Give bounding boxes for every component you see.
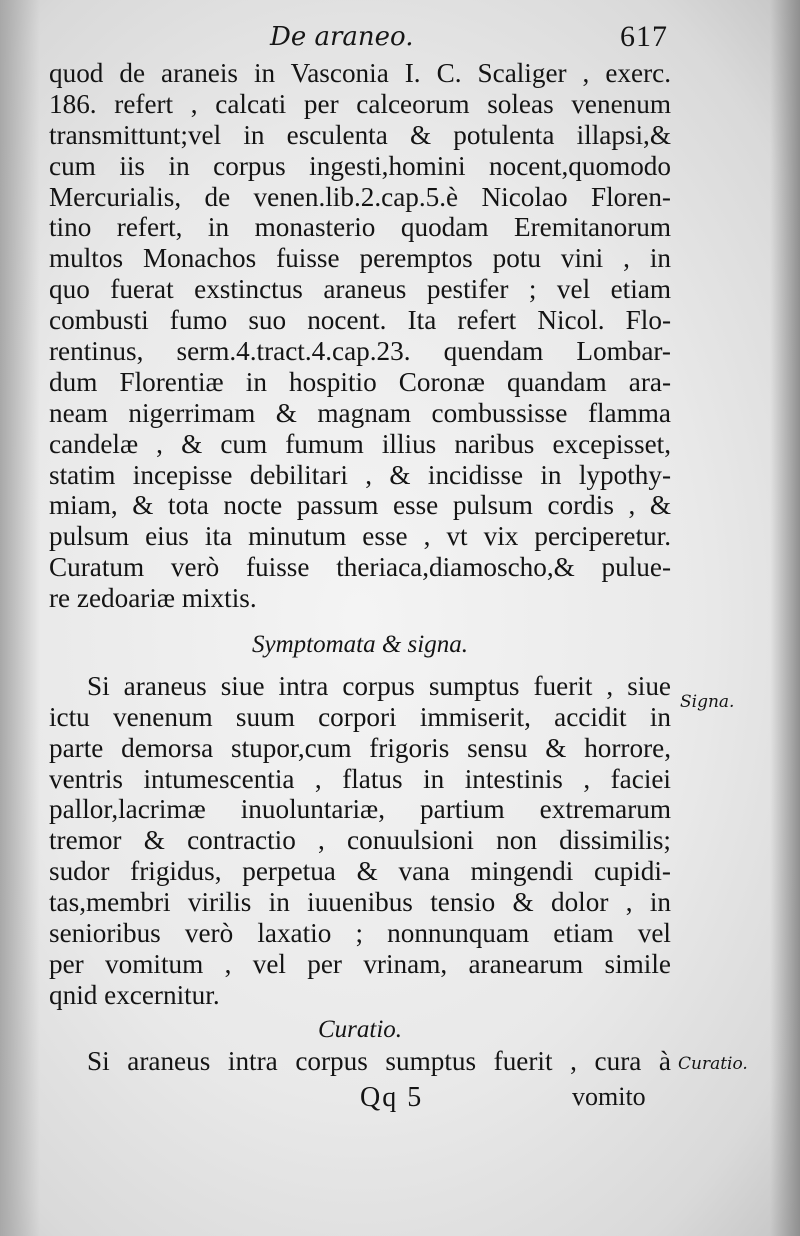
marginal-note-signa: Signa.: [680, 692, 735, 712]
text-line: qnid excernitur.: [49, 979, 220, 1010]
text-line: tremor & contractio , conuulsioni non dissimilis;: [49, 825, 671, 856]
text-line: Si araneus siue intra corpus sumptus fuerit , siue: [87, 670, 671, 701]
main-text: [49, 58, 671, 1077]
marginal-note-curatio: Curatio.: [678, 1054, 748, 1074]
text-line: per vomitum , vel per vrinam, aranearum simile: [49, 948, 671, 979]
section-heading-symptomata: Symptomata & signa.: [252, 631, 468, 659]
text-line: cum iis in corpus ingesti,homini nocent,quomodo: [49, 150, 671, 181]
page-number: 617: [620, 20, 668, 53]
text-line: candelæ , & cum fumum illius naribus excepisset,: [49, 428, 671, 459]
text-line: quod de araneis in Vasconia I. C. Scaliger , exerc.: [49, 58, 671, 88]
text-line: transmittunt;vel in esculenta & potulenta illapsi,&: [49, 119, 671, 150]
text-line: miam, & tota nocte passum esse pulsum cordis , &: [49, 490, 671, 521]
text-line: ventris intumescentia , flatus in intestinis , faciei: [49, 763, 671, 794]
text-line: Si araneus intra corpus sumptus fuerit , cura à: [87, 1045, 671, 1076]
running-title: De araneo.: [270, 22, 414, 52]
page-header: [48, 22, 668, 62]
signature-mark: Qq 5: [360, 1082, 424, 1113]
text-line: 186. refert , calcati per calceorum soleas venenum: [49, 88, 671, 119]
text-line: re zedoariæ mixtis.: [49, 583, 257, 614]
text-line: rentinus, serm.4.tract.4.cap.23. quendam Lombar-: [49, 336, 671, 367]
text-line: pulsum eius ita minutum esse , vt vix perciperetur.: [49, 521, 671, 552]
text-line: multos Monachos fuisse peremptos potu vini , in: [49, 243, 671, 274]
text-line: statim incepisse debilitari , & incidisse in lypothy-: [49, 459, 671, 490]
text-line: tino refert, in monasterio quodam Eremitanorum: [49, 212, 671, 243]
gutter-shadow: [0, 0, 40, 1236]
text-line: parte demorsa stupor,cum frigoris sensu & horrore,: [49, 732, 671, 763]
section-heading-curatio: Curatio.: [317, 1015, 403, 1043]
text-line: sudor frigidus, perpetua & vana mingendi cupidi-: [49, 856, 671, 887]
text-line: senioribus verò laxatio ; nonnunquam etiam vel: [49, 918, 671, 949]
text-line: Curatum verò fuisse theriaca,diamoscho,& pulue-: [49, 552, 671, 583]
text-line: Mercurialis, de venen.lib.2.cap.5.è Nicolao Floren-: [49, 181, 671, 212]
catchword: vomito: [572, 1082, 646, 1111]
text-line: combusti fumo suo nocent. Ita refert Nicol. Flo-: [49, 305, 671, 336]
text-line: neam nigerrimam & magnam combussisse flamma: [49, 397, 671, 428]
text-line: quo fuerat exstinctus araneus pestifer ; vel etiam: [49, 274, 671, 305]
text-line: ictu venenum suum corpori immiserit, accidit in: [49, 701, 671, 732]
edge-shadow: [770, 0, 800, 1236]
text-line: pallor,lacrimæ inuoluntariæ, partium extremarum: [49, 794, 671, 825]
text-line: dum Florentiæ in hospitio Coronæ quandam ara-: [49, 366, 671, 397]
text-line: tas,membri virilis in iuuenibus tensio & dolor , in: [49, 887, 671, 918]
